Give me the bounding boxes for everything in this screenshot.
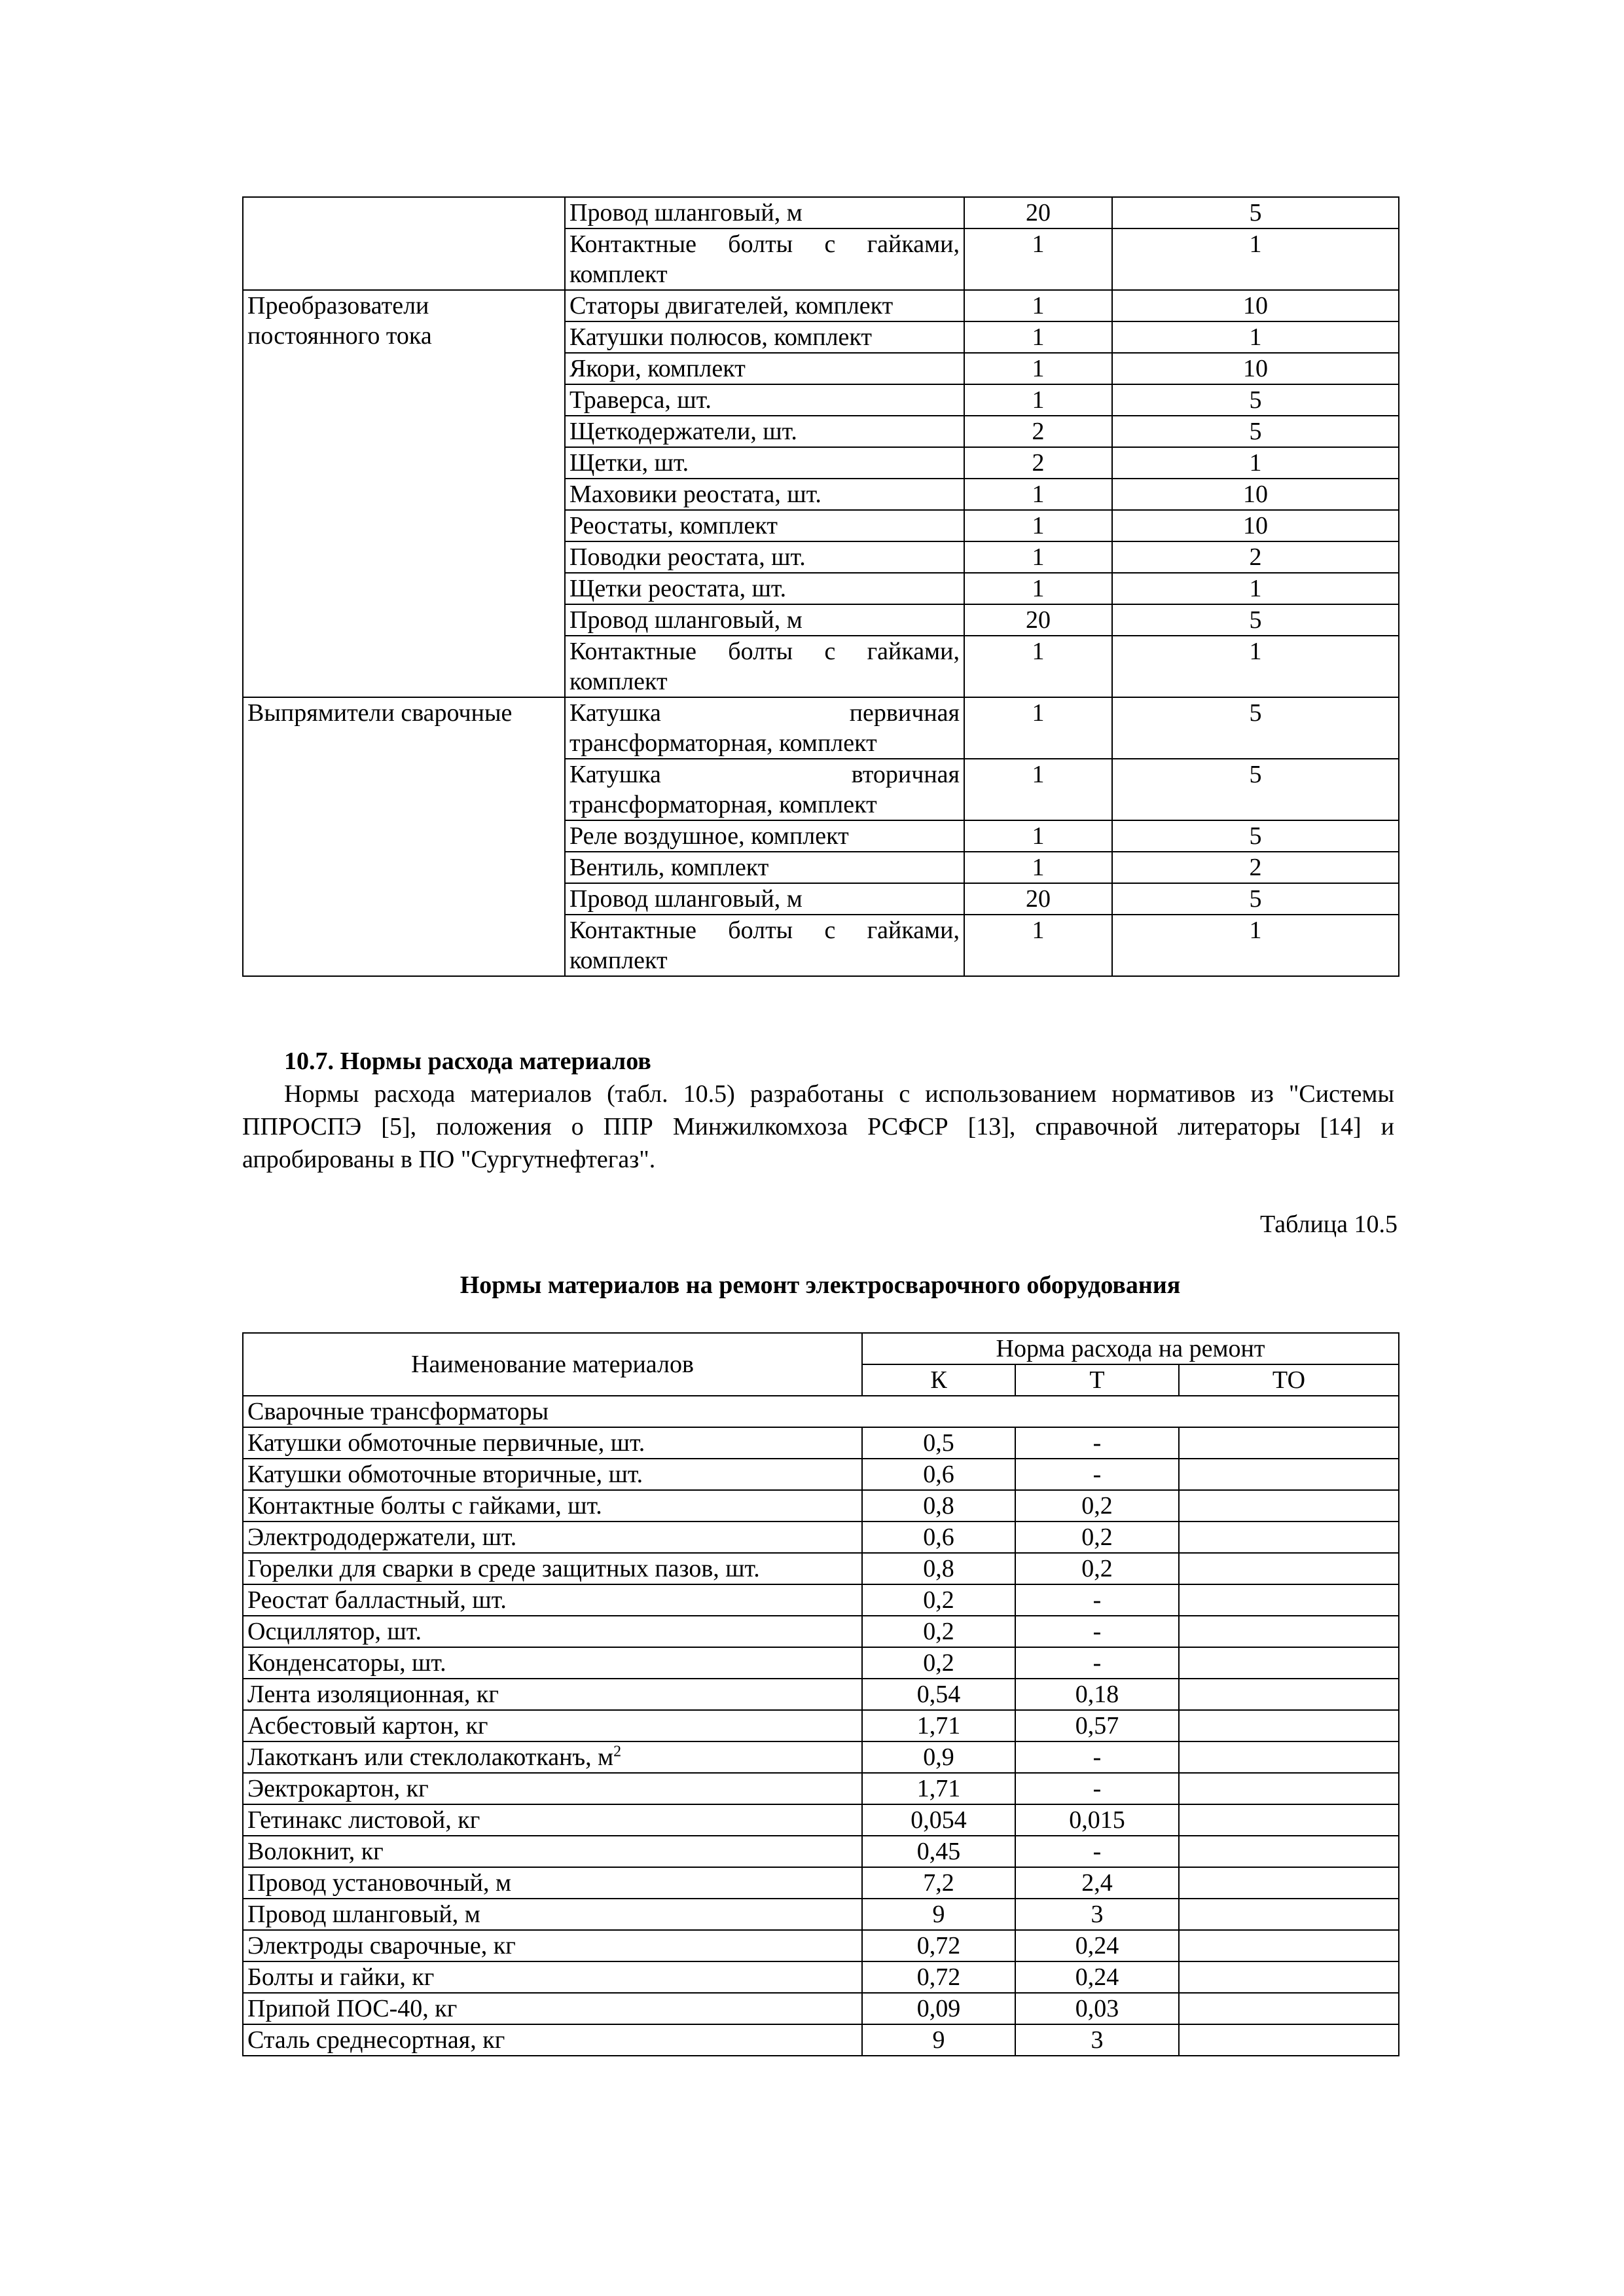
norm-k-cell: 0,8 bbox=[862, 1553, 1015, 1584]
norm-k-cell: 0,09 bbox=[862, 1993, 1015, 2024]
material-name-cell bbox=[243, 1647, 862, 1679]
norm-to-cell bbox=[1179, 1553, 1399, 1584]
norm-to-cell bbox=[1179, 1584, 1399, 1616]
part-name-cell: Провод шланговый, м bbox=[565, 883, 964, 915]
table-row bbox=[243, 1836, 1399, 1867]
norm-k-cell: 0,6 bbox=[862, 1522, 1015, 1553]
table-row bbox=[243, 697, 1399, 759]
part-name-cell: Щеткодержатели, шт. bbox=[565, 416, 964, 447]
norm-t-cell: 0,2 bbox=[1015, 1490, 1179, 1522]
norm-to-cell bbox=[1179, 1930, 1399, 1961]
material-name-cell bbox=[243, 1836, 862, 1867]
norm-to-cell bbox=[1179, 1522, 1399, 1553]
material-name: Гетинакс листовой, кг bbox=[247, 1806, 480, 1834]
norm-k-cell: 0,6 bbox=[862, 1459, 1015, 1490]
quantity-cell: 1 bbox=[964, 852, 1112, 883]
norm-to-cell bbox=[1179, 1899, 1399, 1930]
norm-cell: 1 bbox=[1112, 573, 1399, 604]
quantity-cell: 1 bbox=[964, 321, 1112, 353]
norm-t-cell: - bbox=[1015, 1741, 1179, 1773]
material-name: Катушки обмоточные вторичные, шт. bbox=[247, 1461, 643, 1488]
table-row bbox=[243, 197, 1399, 228]
section-paragraph: Нормы расхода материалов (табл. 10.5) разработаны с использованием нормативов из "Системы ППРОСПЭ [5], положения о ППР Минжилкомхоза РСФСР [13], справочной литераторы [14] и апробированы в ПО "Сургутнефтегаз". bbox=[242, 1080, 1394, 1173]
norm-cell: 1 bbox=[1112, 321, 1399, 353]
norm-to-cell bbox=[1179, 1427, 1399, 1459]
equipment-group-name: Выпрямители сварочные bbox=[243, 697, 565, 976]
norm-to-cell bbox=[1179, 1459, 1399, 1490]
norm-k-cell: 0,054 bbox=[862, 1804, 1015, 1836]
table-row bbox=[243, 1459, 1399, 1490]
equipment-group-name: Преобразователи постоянного тока bbox=[243, 290, 565, 697]
norm-to-cell bbox=[1179, 1961, 1399, 1993]
material-name-cell bbox=[243, 1710, 862, 1741]
quantity-cell: 1 bbox=[964, 353, 1112, 384]
part-name-cell: Щетки, шт. bbox=[565, 447, 964, 479]
table-row bbox=[243, 1490, 1399, 1522]
equipment-group-name bbox=[243, 197, 565, 290]
material-name-cell bbox=[243, 1867, 862, 1899]
norm-cell: 5 bbox=[1112, 416, 1399, 447]
norm-cell: 1 bbox=[1112, 636, 1399, 697]
table-row bbox=[243, 290, 1399, 321]
norm-to-cell bbox=[1179, 1490, 1399, 1522]
material-name-cell bbox=[243, 1773, 862, 1804]
norm-to-cell bbox=[1179, 1993, 1399, 2024]
material-name-cell bbox=[243, 1616, 862, 1647]
material-name-cell bbox=[243, 1584, 862, 1616]
material-name-cell bbox=[243, 1804, 862, 1836]
norm-t-cell: - bbox=[1015, 1773, 1179, 1804]
quantity-cell: 1 bbox=[964, 290, 1112, 321]
material-name-cell bbox=[243, 1553, 862, 1584]
norm-cell: 5 bbox=[1112, 883, 1399, 915]
quantity-cell: 1 bbox=[964, 510, 1112, 541]
norm-cell: 5 bbox=[1112, 604, 1399, 636]
material-name: Болты и гайки, кг bbox=[247, 1963, 435, 1991]
table-number: Таблица 10.5 bbox=[1259, 1211, 1398, 1238]
quantity-cell: 1 bbox=[964, 573, 1112, 604]
table-row bbox=[243, 1741, 1399, 1773]
norm-k-cell: 1,71 bbox=[862, 1773, 1015, 1804]
table-row bbox=[243, 1553, 1399, 1584]
quantity-cell: 1 bbox=[964, 228, 1112, 290]
norm-cell: 2 bbox=[1112, 852, 1399, 883]
norm-t-cell: 0,24 bbox=[1015, 1930, 1179, 1961]
section-heading: 10.7. Нормы расхода материалов bbox=[284, 1048, 651, 1075]
norm-cell: 5 bbox=[1112, 384, 1399, 416]
quantity-cell: 1 bbox=[964, 479, 1112, 510]
norm-k-cell: 0,8 bbox=[862, 1490, 1015, 1522]
material-name-cell bbox=[243, 1522, 862, 1553]
material-name: Контактные болты с гайками, шт. bbox=[247, 1492, 602, 1520]
table-row bbox=[243, 1710, 1399, 1741]
norm-cell: 1 bbox=[1112, 915, 1399, 976]
header-col-t: Т bbox=[1015, 1364, 1179, 1396]
norm-cell: 5 bbox=[1112, 759, 1399, 820]
quantity-cell: 20 bbox=[964, 883, 1112, 915]
norm-t-cell: - bbox=[1015, 1459, 1179, 1490]
material-name: Лента изоляционная, кг bbox=[247, 1681, 499, 1708]
table-row bbox=[243, 1584, 1399, 1616]
header-col-to: ТО bbox=[1179, 1364, 1399, 1396]
table-row bbox=[243, 1616, 1399, 1647]
material-name: Асбестовый картон, кг bbox=[247, 1712, 488, 1740]
table-row bbox=[243, 1899, 1399, 1930]
norm-t-cell: 0,2 bbox=[1015, 1553, 1179, 1584]
quantity-cell: 1 bbox=[964, 541, 1112, 573]
material-name-cell bbox=[243, 1490, 862, 1522]
material-name-cell bbox=[243, 1993, 862, 2024]
material-name-cell bbox=[243, 1741, 862, 1773]
norm-to-cell bbox=[1179, 1647, 1399, 1679]
norm-to-cell bbox=[1179, 1773, 1399, 1804]
material-name-cell bbox=[243, 1459, 862, 1490]
part-name-cell: Якори, комплект bbox=[565, 353, 964, 384]
norm-cell: 1 bbox=[1112, 228, 1399, 290]
quantity-cell: 1 bbox=[964, 636, 1112, 697]
part-name-cell: Провод шланговый, м bbox=[565, 604, 964, 636]
part-name-cell: Катушка первичная трансформаторная, комплект bbox=[565, 697, 964, 759]
norm-cell: 10 bbox=[1112, 290, 1399, 321]
norm-to-cell bbox=[1179, 1741, 1399, 1773]
norm-k-cell: 1,71 bbox=[862, 1710, 1015, 1741]
materials-norms-table bbox=[242, 1332, 1399, 2056]
norm-cell: 10 bbox=[1112, 479, 1399, 510]
part-name-cell: Катушки полюсов, комплект bbox=[565, 321, 964, 353]
norm-cell: 5 bbox=[1112, 197, 1399, 228]
quantity-cell: 1 bbox=[964, 759, 1112, 820]
norm-k-cell: 7,2 bbox=[862, 1867, 1015, 1899]
material-name: Катушки обмоточные первичные, шт. bbox=[247, 1429, 645, 1457]
part-name-cell: Щетки реостата, шт. bbox=[565, 573, 964, 604]
table-title: Нормы материалов на ремонт электросварочного оборудования bbox=[460, 1271, 1181, 1299]
quantity-cell: 1 bbox=[964, 915, 1112, 976]
norm-cell: 1 bbox=[1112, 447, 1399, 479]
table-row bbox=[243, 1804, 1399, 1836]
table-row bbox=[243, 1679, 1399, 1710]
quantity-cell: 2 bbox=[964, 416, 1112, 447]
norm-k-cell: 0,2 bbox=[862, 1647, 1015, 1679]
part-name-cell: Вентиль, комплект bbox=[565, 852, 964, 883]
part-name-cell: Статоры двигателей, комплект bbox=[565, 290, 964, 321]
norm-t-cell: 2,4 bbox=[1015, 1867, 1179, 1899]
material-name: Осциллятор, шт. bbox=[247, 1618, 422, 1645]
material-name: Провод установочный, м bbox=[247, 1869, 512, 1897]
norm-k-cell: 0,9 bbox=[862, 1741, 1015, 1773]
table-row bbox=[243, 2024, 1399, 2056]
material-name-cell bbox=[243, 1899, 862, 1930]
quantity-cell: 1 bbox=[964, 384, 1112, 416]
norm-k-cell: 9 bbox=[862, 2024, 1015, 2056]
norm-k-cell: 0,2 bbox=[862, 1584, 1015, 1616]
part-name-cell: Реостаты, комплект bbox=[565, 510, 964, 541]
norm-cell: 5 bbox=[1112, 697, 1399, 759]
norm-t-cell: 0,03 bbox=[1015, 1993, 1179, 2024]
table-row bbox=[243, 1773, 1399, 1804]
norm-t-cell: 0,015 bbox=[1015, 1804, 1179, 1836]
norm-t-cell: 3 bbox=[1015, 2024, 1179, 2056]
quantity-cell: 1 bbox=[964, 697, 1112, 759]
table-row bbox=[243, 1522, 1399, 1553]
material-name-cell bbox=[243, 1679, 862, 1710]
norm-t-cell: - bbox=[1015, 1584, 1179, 1616]
norm-t-cell: 0,24 bbox=[1015, 1961, 1179, 1993]
part-name-cell: Провод шланговый, м bbox=[565, 197, 964, 228]
table-row bbox=[243, 1647, 1399, 1679]
norm-to-cell bbox=[1179, 1679, 1399, 1710]
repair-parts-table-continued bbox=[242, 196, 1399, 977]
table-row bbox=[243, 1993, 1399, 2024]
material-name: Эектрокартон, кг bbox=[247, 1775, 429, 1802]
table-row bbox=[243, 1930, 1399, 1961]
norm-k-cell: 0,54 bbox=[862, 1679, 1015, 1710]
material-name: Сталь среднесортная, кг bbox=[247, 2026, 505, 2054]
norm-t-cell: - bbox=[1015, 1616, 1179, 1647]
material-name: Провод шланговый, м bbox=[247, 1901, 480, 1928]
section-row bbox=[243, 1396, 1399, 1427]
norm-k-cell: 0,72 bbox=[862, 1930, 1015, 1961]
material-name-cell bbox=[243, 1961, 862, 1993]
quantity-cell: 1 bbox=[964, 820, 1112, 852]
material-name: Электроды сварочные, кг bbox=[247, 1932, 516, 1959]
norm-to-cell bbox=[1179, 1867, 1399, 1899]
norm-k-cell: 0,72 bbox=[862, 1961, 1015, 1993]
material-name: Припой ПОС-40, кг bbox=[247, 1995, 458, 2022]
quantity-cell: 20 bbox=[964, 197, 1112, 228]
norm-to-cell bbox=[1179, 1710, 1399, 1741]
norm-t-cell: 3 bbox=[1015, 1899, 1179, 1930]
norm-to-cell bbox=[1179, 1616, 1399, 1647]
header-norm: Норма расхода на ремонт bbox=[862, 1333, 1399, 1364]
material-name: Волокнит, кг bbox=[247, 1838, 384, 1865]
norm-cell: 2 bbox=[1112, 541, 1399, 573]
norm-k-cell: 9 bbox=[862, 1899, 1015, 1930]
material-name-cell bbox=[243, 2024, 862, 2056]
norm-t-cell: 0,18 bbox=[1015, 1679, 1179, 1710]
part-name-cell: Контактные болты с гайками, комплект bbox=[565, 915, 964, 976]
quantity-cell: 2 bbox=[964, 447, 1112, 479]
norm-t-cell: - bbox=[1015, 1427, 1179, 1459]
material-name: Реостат балластный, шт. bbox=[247, 1586, 507, 1614]
norm-k-cell: 0,2 bbox=[862, 1616, 1015, 1647]
norm-to-cell bbox=[1179, 2024, 1399, 2056]
header-materials-name: Наименование материалов bbox=[243, 1333, 862, 1396]
norm-t-cell: 0,57 bbox=[1015, 1710, 1179, 1741]
norm-k-cell: 0,5 bbox=[862, 1427, 1015, 1459]
norm-to-cell bbox=[1179, 1836, 1399, 1867]
norm-cell: 5 bbox=[1112, 820, 1399, 852]
norm-t-cell: - bbox=[1015, 1836, 1179, 1867]
section-label: Сварочные трансформаторы bbox=[243, 1396, 1399, 1427]
norm-k-cell: 0,45 bbox=[862, 1836, 1015, 1867]
norm-cell: 10 bbox=[1112, 353, 1399, 384]
material-name: Конденсаторы, шт. bbox=[247, 1649, 446, 1677]
table-row bbox=[243, 1961, 1399, 1993]
part-name-cell: Маховики реостата, шт. bbox=[565, 479, 964, 510]
material-name-cell bbox=[243, 1427, 862, 1459]
part-name-cell: Поводки реостата, шт. bbox=[565, 541, 964, 573]
table-header-row bbox=[243, 1333, 1399, 1364]
table-row bbox=[243, 1427, 1399, 1459]
unit-superscript: 2 bbox=[613, 1743, 622, 1760]
norm-t-cell: - bbox=[1015, 1647, 1179, 1679]
material-name-cell bbox=[243, 1930, 862, 1961]
material-name: Электрододержатели, шт. bbox=[247, 1523, 517, 1551]
part-name-cell: Контактные болты с гайками, комплект bbox=[565, 636, 964, 697]
quantity-cell: 20 bbox=[964, 604, 1112, 636]
table-row bbox=[243, 1867, 1399, 1899]
norm-to-cell bbox=[1179, 1804, 1399, 1836]
part-name-cell: Контактные болты с гайками, комплект bbox=[565, 228, 964, 290]
material-name: Лакотканъ или стеклолакотканъ, м bbox=[247, 1743, 614, 1771]
norm-t-cell: 0,2 bbox=[1015, 1522, 1179, 1553]
part-name-cell: Реле воздушное, комплект bbox=[565, 820, 964, 852]
part-name-cell: Траверса, шт. bbox=[565, 384, 964, 416]
header-col-k: К bbox=[862, 1364, 1015, 1396]
material-name: Горелки для сварки в среде защитных пазов, шт. bbox=[247, 1555, 760, 1582]
norm-cell: 10 bbox=[1112, 510, 1399, 541]
part-name-cell: Катушка вторичная трансформаторная, комплект bbox=[565, 759, 964, 820]
